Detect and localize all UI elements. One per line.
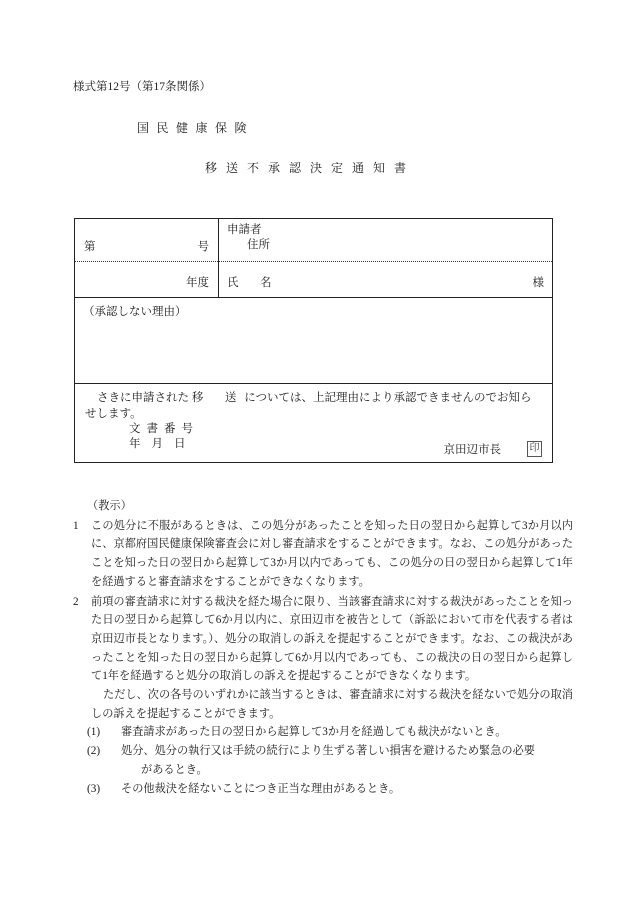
date-label: 年月日 (129, 438, 197, 450)
applicant-address-cell[interactable] (219, 219, 552, 262)
sub-item-number: (1) (87, 726, 101, 739)
mayor-signature-line (444, 441, 543, 457)
instruction-paragraph: ただし、次の各号のいずれかに該当するときは、審査請求に対する裁決を経ないで処分の取消しの訴えを提起することができます。 (91, 689, 573, 720)
fiscal-year-cell[interactable] (75, 262, 218, 297)
address-label: 住所 (247, 239, 270, 251)
instruction-item (73, 517, 573, 592)
notice-text-part2: については、上記理由により承認できませんのでお知らせします。 (85, 392, 532, 420)
sub-item-body (121, 723, 573, 742)
reason-label: （承認しない理由） (83, 306, 187, 318)
instruction-sub-item (73, 742, 573, 779)
sub-item-body (121, 780, 573, 799)
document-number-cell[interactable] (75, 219, 218, 262)
mayor-title: 京田辺市長 (443, 444, 501, 456)
instruction-sub-item (73, 780, 573, 799)
form-table (74, 218, 553, 463)
instruction-item (73, 593, 573, 724)
sub-item-number: (3) (87, 782, 101, 795)
instructions-heading: （教示） (87, 500, 132, 512)
sub-item-number: (2) (87, 745, 101, 758)
number-suffix-label: 号 (197, 241, 209, 253)
reason-cell[interactable] (75, 298, 552, 384)
number-prefix-label: 第 (84, 241, 96, 253)
number-column (75, 219, 219, 297)
sub-item-line: 処分、処分の執行又は手続の続行により生ずる著しい損害を避けるため緊急の必要 (121, 745, 535, 758)
name-label: 氏 名 (227, 277, 277, 289)
instruction-item-body (91, 517, 573, 592)
sub-item-line: があるとき。 (141, 763, 208, 776)
instruction-paragraph: 前項の審査請求に対する裁決を経た場合に限り、当該審査請求に対する裁決があったことを知った日の翌日から起算して6か月以内に、京田辺市を被告として（訴訟において市を代表する者は京田辺市長となります。）、処分の取消しの訴えを提起することができます。なお、この裁決があったことを知った日の翌日から起算して6か月以内であっても、この裁決の日の翌日から起算して1年を経過すると処分の取消しの訴えを提起することができなくなります。 (91, 595, 573, 683)
identification-row (75, 219, 552, 298)
seal-icon: 印 (527, 441, 542, 457)
instruction-item-body (91, 593, 573, 724)
applicant-column (219, 219, 552, 297)
instruction-item-number: 2 (73, 595, 79, 608)
applicant-label: 申請者 (227, 224, 262, 236)
document-title: 移送不承認決定通知書 (205, 161, 416, 175)
sub-item-body (121, 742, 573, 779)
insurance-name: 国民健康保険 (137, 121, 255, 135)
instruction-item-number: 1 (73, 519, 79, 532)
fiscal-year-label: 年度 (186, 277, 209, 289)
honorific-label: 様 (532, 277, 544, 289)
notice-cell (75, 384, 552, 462)
sub-item-line: その他裁決を経ないことにつき正当な理由があるとき。 (121, 782, 401, 795)
form-number: 様式第12号（第17条関係） (73, 81, 211, 93)
instructions-section (73, 497, 573, 798)
document-number-label: 文書番号 (129, 423, 199, 435)
instruction-sub-item (73, 723, 573, 742)
sub-item-line: 審査請求があった日の翌日から起算して3か月を経過しても裁決がないとき。 (121, 726, 507, 739)
notice-text-part1: さきに申請された (97, 392, 189, 404)
notice-service-type: 移 送 (191, 392, 242, 404)
instruction-paragraph: この処分に不服があるときは、この処分があったことを知った日の翌日から起算して3か月以内に、京都府国民健康保険審査会に対し審査請求をすることができます。なお、この処分があったことを知った日の翌日から起算して3か月以内であっても、この処分の日の翌日から起算して1年を経過すると審査請求をすることができなくなります。 (91, 519, 573, 588)
notice-sentence (85, 390, 542, 422)
applicant-name-cell[interactable] (219, 262, 552, 297)
